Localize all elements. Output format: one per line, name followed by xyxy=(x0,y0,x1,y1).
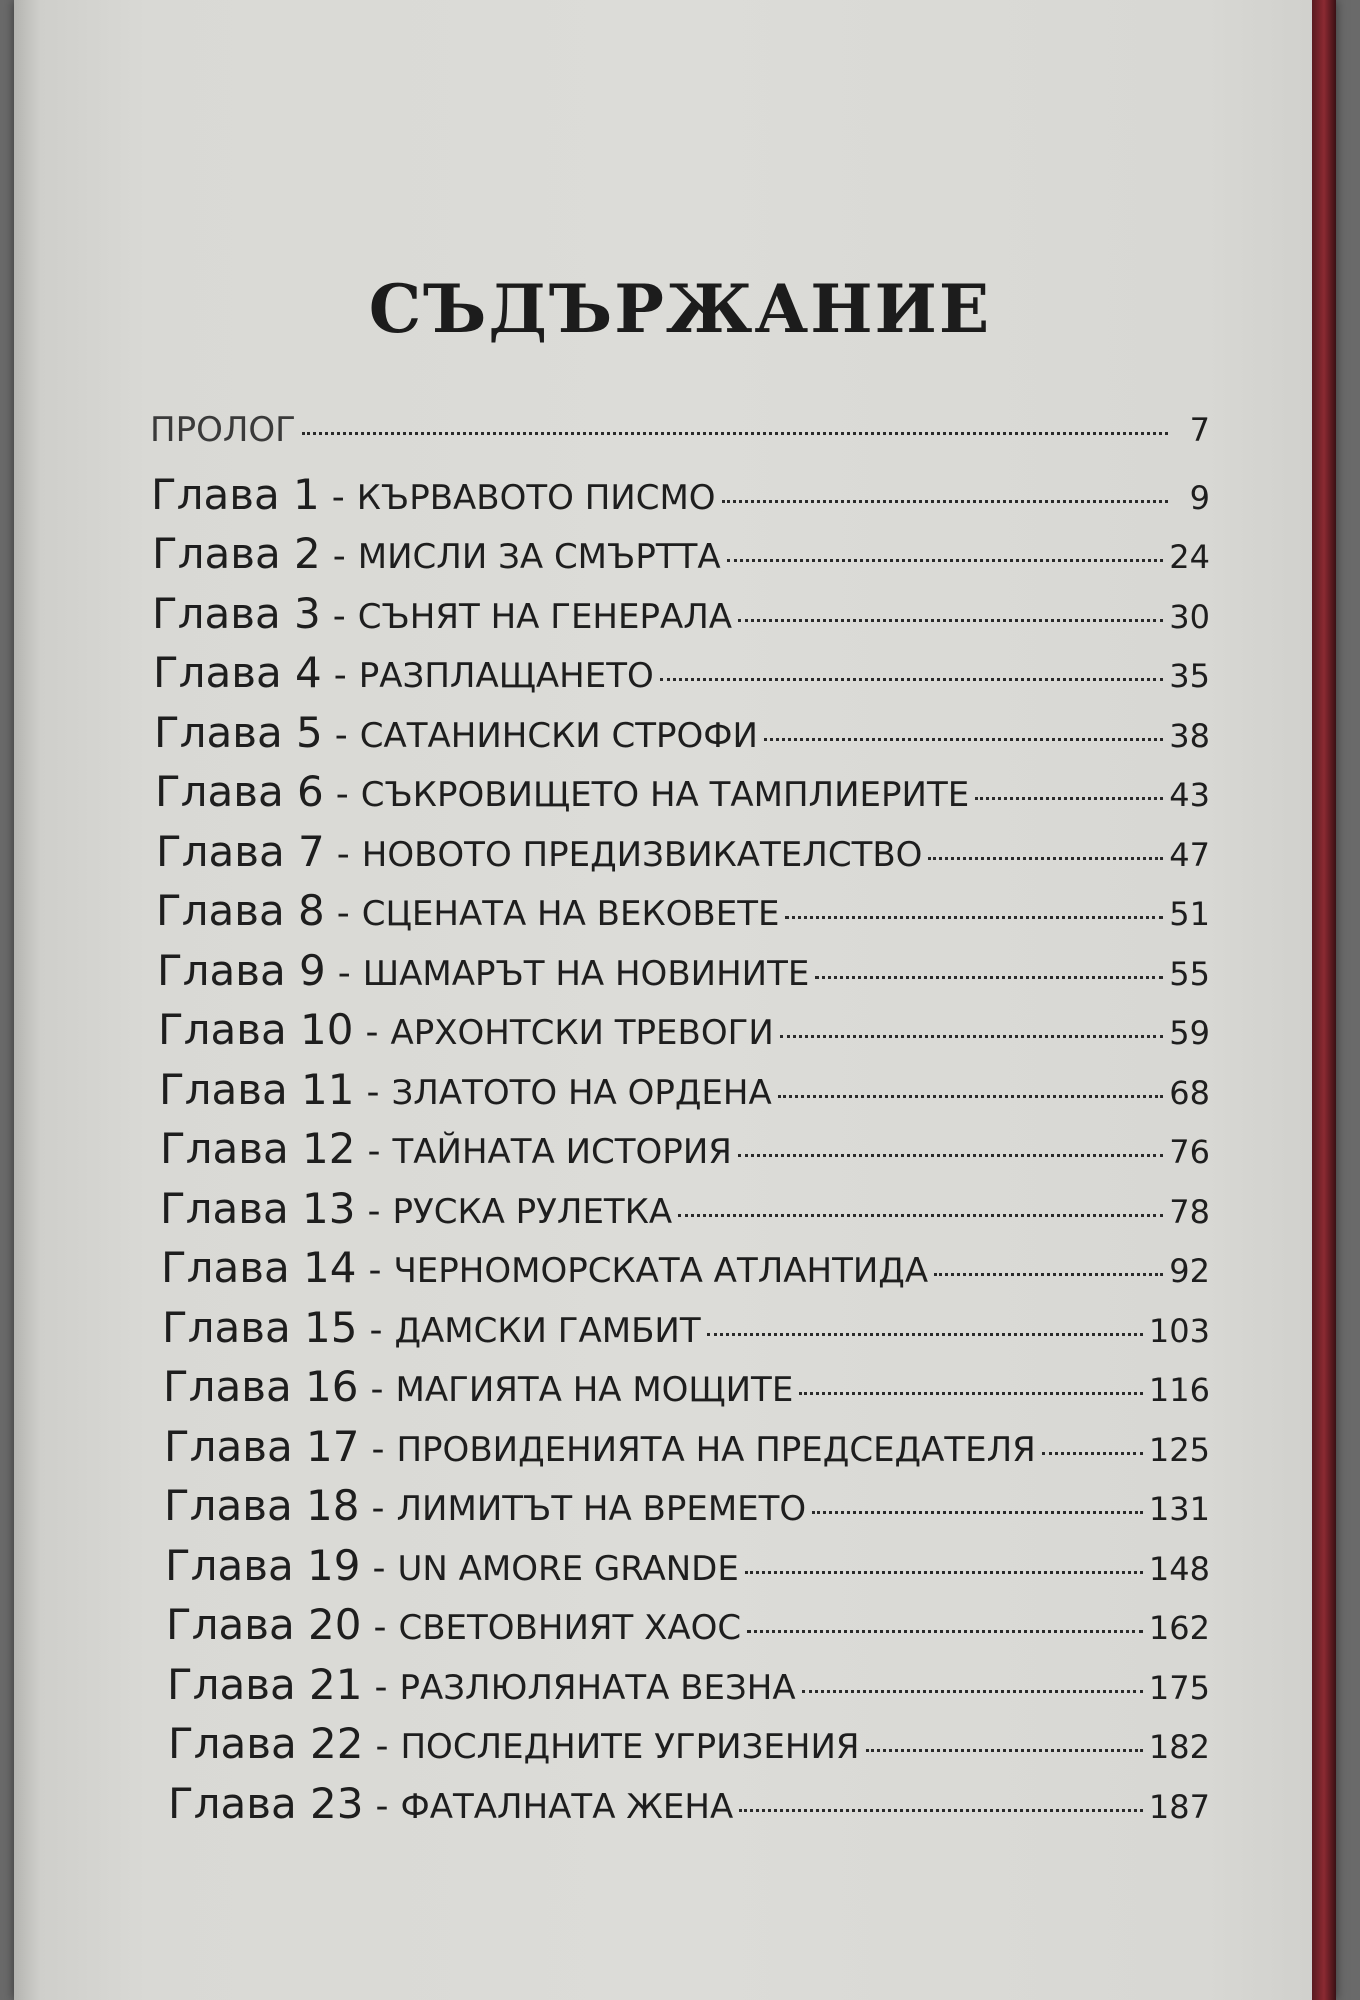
chapter-separator: - xyxy=(331,476,345,518)
chapter-separator: - xyxy=(371,1488,385,1529)
chapter-title: ШАМАРЪТ НА НОВИНИТЕ xyxy=(362,953,810,994)
toc-entry xyxy=(150,1422,1210,1482)
page-number: 38 xyxy=(1169,716,1210,755)
toc-entry xyxy=(150,1184,1210,1244)
page-number: 182 xyxy=(1148,1728,1210,1766)
chapter-title: ЛИМИТЪТ НА ВРЕМЕТО xyxy=(396,1489,807,1529)
toc-entry-label xyxy=(165,1541,739,1590)
chapter-number: Глава 5 xyxy=(154,707,323,757)
dot-leader xyxy=(739,1809,1143,1812)
dot-leader xyxy=(928,857,1163,860)
chapter-separator: - xyxy=(336,893,350,934)
page-number: 78 xyxy=(1169,1192,1210,1231)
chapter-number: Глава 9 xyxy=(157,945,326,995)
page-number: 9 xyxy=(1189,478,1210,517)
dot-leader xyxy=(1042,1452,1143,1455)
toc-entry xyxy=(150,1481,1210,1541)
toc-entry-label xyxy=(168,1779,733,1828)
dot-leader xyxy=(785,916,1163,919)
dot-leader xyxy=(302,432,1168,435)
toc-entry-label xyxy=(168,1719,860,1768)
chapter-number: Глава 10 xyxy=(158,1005,354,1054)
chapter-number: Глава 19 xyxy=(165,1540,361,1590)
page-number: 103 xyxy=(1148,1311,1210,1350)
toc-entry xyxy=(150,648,1210,708)
toc-entry-label xyxy=(164,1422,1036,1471)
chapter-number: Глава 3 xyxy=(152,588,321,638)
chapter-title: КЪРВАВОТО ПИСМО xyxy=(356,477,716,518)
dot-leader xyxy=(866,1749,1143,1752)
dot-leader xyxy=(747,1630,1143,1633)
chapter-number: Глава 20 xyxy=(166,1600,362,1649)
page-number: 51 xyxy=(1169,895,1210,933)
toc-entry xyxy=(150,946,1210,1006)
chapter-number: Глава 4 xyxy=(153,648,322,697)
dot-leader xyxy=(738,619,1163,622)
toc-entry-label xyxy=(161,1243,928,1292)
chapter-separator: - xyxy=(332,536,346,577)
toc-entry-label xyxy=(152,529,721,578)
chapter-number: Глава 18 xyxy=(164,1481,360,1530)
chapter-title: ЧЕРНОМОРСКАТА АТЛАНТИДА xyxy=(393,1251,929,1291)
toc-entry-label xyxy=(152,589,732,638)
toc-entry-label xyxy=(164,1481,806,1530)
chapter-number: Глава 6 xyxy=(155,767,324,816)
toc-entry xyxy=(150,470,1210,530)
toc-entry xyxy=(150,767,1210,827)
chapter-separator: - xyxy=(375,1785,389,1827)
toc-entry-label xyxy=(153,648,654,697)
toc-entry-label xyxy=(154,708,758,757)
toc-entry xyxy=(150,1541,1210,1601)
toc-entry-label xyxy=(156,886,779,935)
chapter-title: СВЕТОВНИЯТ ХАОС xyxy=(398,1608,742,1648)
toc-entry-label xyxy=(151,470,716,519)
chapter-number: Глава 16 xyxy=(163,1362,359,1411)
dot-leader xyxy=(780,1035,1164,1038)
page-number: 175 xyxy=(1148,1668,1210,1707)
chapter-title: СЪНЯТ НА ГЕНЕРАЛА xyxy=(357,596,733,637)
chapter-number: Глава 8 xyxy=(156,886,325,935)
toc-entry xyxy=(150,1362,1210,1422)
toc-entry-label xyxy=(166,1600,741,1649)
chapter-title: РАЗЛЮЛЯНАТА ВЕЗНА xyxy=(399,1667,796,1708)
page-number: 35 xyxy=(1169,657,1210,695)
chapter-number: Глава 17 xyxy=(164,1421,360,1471)
chapter-number: Глава 7 xyxy=(156,826,325,876)
chapter-number: Глава 13 xyxy=(160,1183,356,1233)
page-number: 7 xyxy=(1189,411,1210,449)
chapter-title: СЦЕНАТА НА ВЕКОВЕТЕ xyxy=(361,894,780,934)
chapter-title: ФАТАЛНАТА ЖЕНА xyxy=(400,1786,734,1827)
toc-entry-label xyxy=(160,1184,672,1233)
page-number: 68 xyxy=(1169,1073,1210,1112)
toc-entry xyxy=(150,886,1210,946)
dot-leader xyxy=(812,1511,1143,1514)
chapter-separator: - xyxy=(336,833,350,875)
toc-entry xyxy=(150,1065,1210,1125)
page-number: 187 xyxy=(1148,1787,1210,1826)
chapter-title: ПОСЛЕДНИТЕ УГРИЗЕНИЯ xyxy=(400,1727,860,1767)
chapter-separator: - xyxy=(372,1547,386,1589)
chapter-separator: - xyxy=(369,1309,383,1351)
chapter-separator: - xyxy=(370,1369,384,1410)
chapter-title: МАГИЯТА НА МОЩИТЕ xyxy=(395,1370,794,1410)
chapter-title: СЪКРОВИЩЕТО НА ТАМПЛИЕРИТЕ xyxy=(360,775,970,815)
chapter-separator: - xyxy=(375,1726,389,1767)
toc-entry xyxy=(150,589,1210,649)
chapter-number: Глава 12 xyxy=(160,1124,356,1173)
chapter-separator: - xyxy=(337,952,351,994)
page-number: 116 xyxy=(1148,1371,1210,1409)
chapter-number: Глава 15 xyxy=(162,1302,358,1352)
dot-leader xyxy=(778,1095,1164,1098)
page-number: 148 xyxy=(1148,1549,1210,1588)
toc-entry xyxy=(150,1124,1210,1184)
page-number: 47 xyxy=(1169,835,1210,874)
toc-entry xyxy=(150,1303,1210,1363)
chapter-title: ПРОВИДЕНИЯТА НА ПРЕДСЕДАТЕЛЯ xyxy=(396,1429,1036,1470)
toc-entry-label xyxy=(157,946,809,995)
chapter-separator: - xyxy=(334,714,348,756)
toc-entry-label xyxy=(167,1660,796,1709)
dot-leader xyxy=(722,500,1168,503)
toc-entry-label xyxy=(150,410,296,450)
chapter-separator: - xyxy=(332,595,346,637)
chapter-separator: - xyxy=(374,1666,388,1708)
page-number: 131 xyxy=(1148,1490,1210,1528)
dot-leader xyxy=(678,1214,1163,1217)
chapter-separator: - xyxy=(371,1428,385,1470)
dot-leader xyxy=(802,1690,1143,1693)
chapter-title: ПРОЛОГ xyxy=(150,410,296,450)
chapter-title: РУСКА РУЛЕТКА xyxy=(392,1191,673,1232)
page-number: 59 xyxy=(1169,1014,1210,1052)
toc-entry xyxy=(150,708,1210,768)
toc-entry xyxy=(150,1243,1210,1303)
toc-entry-label xyxy=(158,1005,774,1054)
toc-entry-label xyxy=(163,1362,793,1411)
toc-entry xyxy=(150,529,1210,589)
dot-leader xyxy=(727,559,1164,562)
page-number: 30 xyxy=(1169,597,1210,636)
chapter-separator: - xyxy=(367,1131,381,1172)
toc-entry-label xyxy=(162,1303,701,1352)
toc-entry xyxy=(150,1719,1210,1779)
toc-entry xyxy=(150,1779,1210,1839)
toc-entry-label xyxy=(156,827,922,876)
chapter-title: АРХОНТСКИ ТРЕВОГИ xyxy=(390,1013,774,1053)
chapter-title: ДАМСКИ ГАМБИТ xyxy=(394,1310,701,1351)
chapter-separator: - xyxy=(368,1250,382,1291)
page-title: СЪДЪРЖАНИЕ xyxy=(368,270,992,348)
page-number: 162 xyxy=(1148,1609,1210,1647)
chapter-number: Глава 2 xyxy=(152,529,321,578)
toc-entry xyxy=(150,1660,1210,1720)
toc-entry xyxy=(150,827,1210,887)
toc-entry xyxy=(150,1005,1210,1065)
chapter-separator: - xyxy=(365,1012,379,1053)
chapter-separator: - xyxy=(366,1071,380,1113)
dot-leader xyxy=(764,738,1163,741)
chapter-title: НОВОТО ПРЕДИЗВИКАТЕЛСТВО xyxy=(361,834,923,875)
dot-leader xyxy=(815,976,1163,979)
chapter-title: ЗЛАТОТО НА ОРДЕНА xyxy=(391,1072,772,1113)
chapter-title: UN AMORE GRANDE xyxy=(397,1548,739,1589)
chapter-number: Глава 11 xyxy=(159,1064,355,1114)
chapter-separator: - xyxy=(373,1607,387,1648)
page-number: 92 xyxy=(1169,1252,1210,1290)
dot-leader xyxy=(660,678,1164,681)
chapter-title: РАЗПЛАЩАНЕТО xyxy=(358,656,654,696)
page-number: 125 xyxy=(1148,1430,1210,1469)
table-of-contents xyxy=(150,410,1210,1838)
toc-entry xyxy=(150,1600,1210,1660)
dot-leader xyxy=(738,1154,1163,1157)
chapter-number: Глава 14 xyxy=(161,1243,357,1292)
chapter-separator: - xyxy=(333,655,347,696)
chapter-separator: - xyxy=(335,774,349,815)
chapter-number: Глава 21 xyxy=(167,1659,363,1709)
toc-entry-label xyxy=(155,767,969,816)
page-number: 76 xyxy=(1169,1133,1210,1171)
toc-entry-label xyxy=(159,1065,772,1114)
dot-leader xyxy=(975,797,1163,800)
page-number: 55 xyxy=(1169,954,1210,993)
chapter-number: Глава 22 xyxy=(168,1719,364,1768)
dot-leader xyxy=(707,1333,1143,1336)
dot-leader xyxy=(934,1273,1163,1276)
dot-leader xyxy=(745,1571,1143,1574)
toc-entry xyxy=(150,410,1210,470)
chapter-separator: - xyxy=(367,1190,381,1232)
chapter-title: МИСЛИ ЗА СМЪРТТА xyxy=(357,537,721,577)
page-number: 43 xyxy=(1169,776,1210,814)
page-number: 24 xyxy=(1169,538,1210,576)
chapter-number: Глава 1 xyxy=(151,469,320,519)
chapter-title: ТАЙНАТА ИСТОРИЯ xyxy=(392,1132,732,1172)
chapter-number: Глава 23 xyxy=(168,1778,364,1828)
toc-entry-label xyxy=(160,1124,732,1173)
dot-leader xyxy=(799,1392,1143,1395)
chapter-title: САТАНИНСКИ СТРОФИ xyxy=(359,715,758,756)
